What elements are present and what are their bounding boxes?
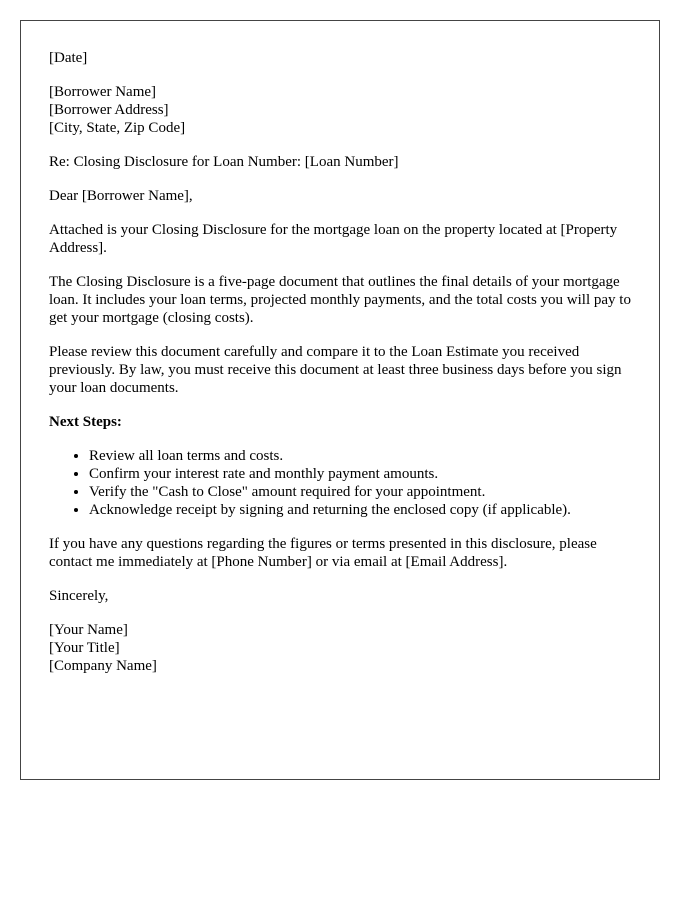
signature-block [49,621,631,675]
signature-title: [Your Title] [49,640,120,656]
body-paragraph-review: Please review this document carefully and compare it to the Loan Estimate you received previously. By law, you must receive this document at least three business days before you sign your loan documents. [49,344,622,396]
recipient-city-state-zip: [City, State, Zip Code] [49,120,186,136]
recipient-address: [Borrower Address] [49,102,169,118]
contact-paragraph: If you have any questions regarding the figures or terms presented in this disclosure, please contact me immediately at [Phone Number] or via email at [Email Address]. [49,536,597,570]
list-item: • Verify the "Cash to Close" amount required for your appointment. [89,483,631,501]
signature-name: [Your Name] [49,622,128,638]
body-paragraph-intro: Attached is your Closing Disclosure for the mortgage loan on the property located at [Property Address]. [49,222,618,256]
letter-page [20,20,660,780]
next-steps-heading: Next Steps: [49,414,122,430]
recipient-address-block [49,83,631,137]
list-item: • Confirm your interest rate and monthly payment amounts. [89,465,631,483]
list-item: • Acknowledge receipt by signing and returning the enclosed copy (if applicable). [89,501,631,519]
list-item: • Review all loan terms and costs. [89,447,631,465]
body-paragraph-description: The Closing Disclosure is a five-page document that outlines the final details of your mortgage loan. It includes your loan terms, projected monthly payments, and the total costs you will pay to get your mortgage (closing costs). [49,274,631,326]
salutation: Dear [Borrower Name], [49,188,193,204]
signature-company: [Company Name] [49,658,157,674]
closing-line: Sincerely, [49,588,109,604]
next-steps-list [49,447,631,519]
recipient-name: [Borrower Name] [49,84,157,100]
subject-line: Re: Closing Disclosure for Loan Number: [Loan Number] [49,154,399,170]
letter-date: [Date] [49,50,88,66]
